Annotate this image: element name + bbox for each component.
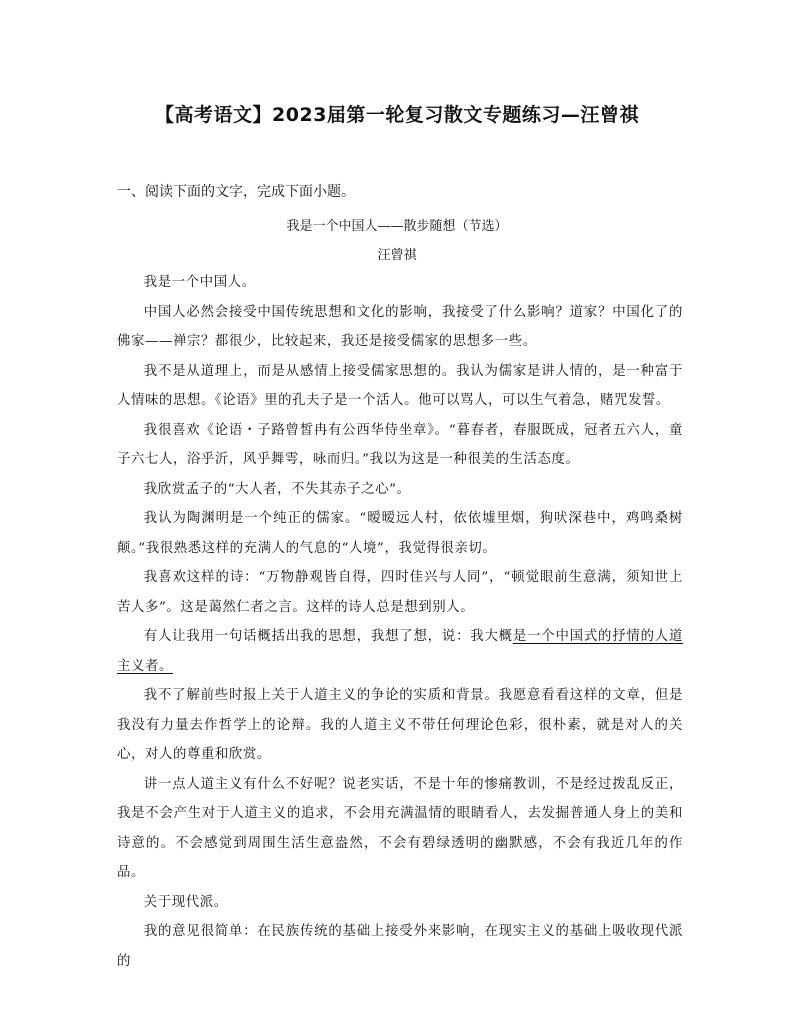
essay-title: 我是一个中国人——散步随想（节选）: [286, 219, 508, 234]
paragraph: 关于现代派。: [143, 894, 228, 910]
paragraph: 我的意见很简单：在民族传统的基础上接受外来影响，在现实主义的基础上吸收现代派的: [117, 924, 683, 969]
paragraph: 我喜欢这样的诗：“万物静观皆自得，四时佳兴与人同”，“顿觉眼前生意满，须知世上苦人多”。这是蔼然仁者之言。这样的诗人总是想到别人。: [117, 570, 683, 615]
paragraph: 我认为陶渊明是一个纯正的儒家。“暧暧远人村，依依墟里烟，狗吠深巷中，鸡鸣桑树颠。”我很熟悉这样的充满人的气息的“人境”，我觉得很亲切。: [117, 511, 683, 556]
paragraph: 我是一个中国人。: [143, 275, 256, 290]
paragraph: 中国人必然会接受中国传统思想和文化的影响，我接受了什么影响？道家？中国化了的佛家——禅宗？都很少，比较起来，我还是接受儒家的思想多一些。: [117, 304, 683, 349]
underlined-phrase: 是一个中国式的抒情的人道主义者。: [117, 629, 683, 674]
essay-body: [117, 268, 683, 976]
paragraph: 我不是从道理上，而是从感情上接受儒家思想的。我认为儒家是讲人情的，是一种富于人情味的思想。《论语》里的孔夫子是一个活人。他可以骂人，可以生气着急，赌咒发誓。: [117, 363, 683, 408]
section-heading: 一、阅读下面的文字，完成下面小题。: [117, 184, 355, 200]
paragraph: 我很喜欢《论语・子路曾皙冉有公西华侍坐章》。“暮春者，春服既成，冠者五六人，童子六七人，浴乎沂，风乎舞雩，咏而归。”我以为这是一种很美的生活态度。: [117, 422, 683, 467]
paragraph: 我不了解前些时报上关于人道主义的争论的实质和背景。我愿意看看这样的文章，但是我没有力量去作哲学上的论辩。我的人道主义不带任何理论色彩，很朴素，就是对人的关心，对人的尊重和欣赏。: [117, 688, 683, 762]
document-title: 【高考语文】2023届第一轮复习散文专题练习—汪曾祺: [155, 104, 639, 126]
essay-author: 汪曾祺: [377, 248, 417, 263]
paragraph-with-underline: [117, 622, 683, 681]
paragraph-text: 有人让我用一句话概括出我的思想，我想了想，说：我大概: [143, 629, 513, 644]
paragraph: 讲一点人道主义有什么不好呢？说老实话，不是十年的惨痛教训，不是经过拨乱反正，我是不会产生对于人道主义的追求，不会用充满温情的眼睛看人，去发掘普通人身上的美和诗意的。不会感觉到周围生活生意盎然，不会有碧绿透明的幽默感，不会有我近几年的作品。: [117, 776, 683, 880]
paragraph: 我欣赏孟子的“大人者，不失其赤子之心”。: [143, 481, 411, 497]
